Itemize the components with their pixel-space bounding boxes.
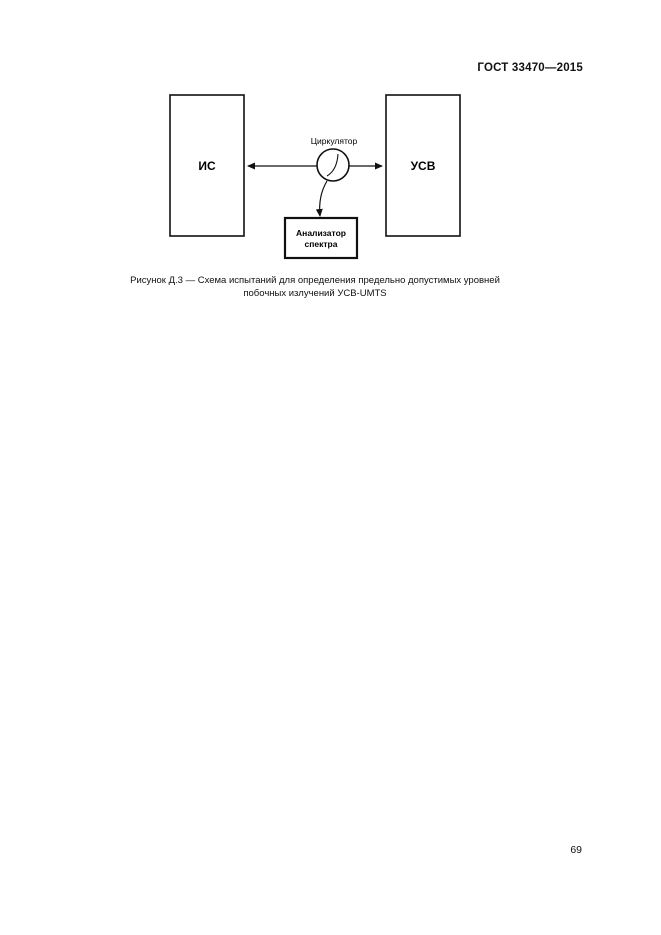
figure-caption-line1: Рисунок Д.3 — Схема испытаний для определения предельно допустимых уровней bbox=[130, 275, 500, 286]
spectrum-analyzer-label-line2: спектра bbox=[304, 239, 338, 249]
spectrum-analyzer-label-line1: Анализатор bbox=[296, 228, 346, 238]
analyzer-feed-arrow bbox=[320, 181, 327, 216]
circulator-label: Циркулятор bbox=[310, 136, 358, 146]
spectrum-analyzer-box bbox=[285, 218, 357, 258]
page-number: 69 bbox=[570, 844, 582, 856]
figure-caption-line2: побочных излучений УСВ-UMTS bbox=[243, 288, 387, 299]
circulator-symbol bbox=[317, 149, 349, 181]
document-header: ГОСТ 33470—2015 bbox=[477, 62, 583, 74]
test-system-label: ИС bbox=[198, 159, 216, 173]
circulator-inner-arc-icon bbox=[327, 154, 338, 176]
device-under-test-label: УСВ bbox=[410, 159, 436, 173]
figure-caption bbox=[100, 274, 530, 300]
